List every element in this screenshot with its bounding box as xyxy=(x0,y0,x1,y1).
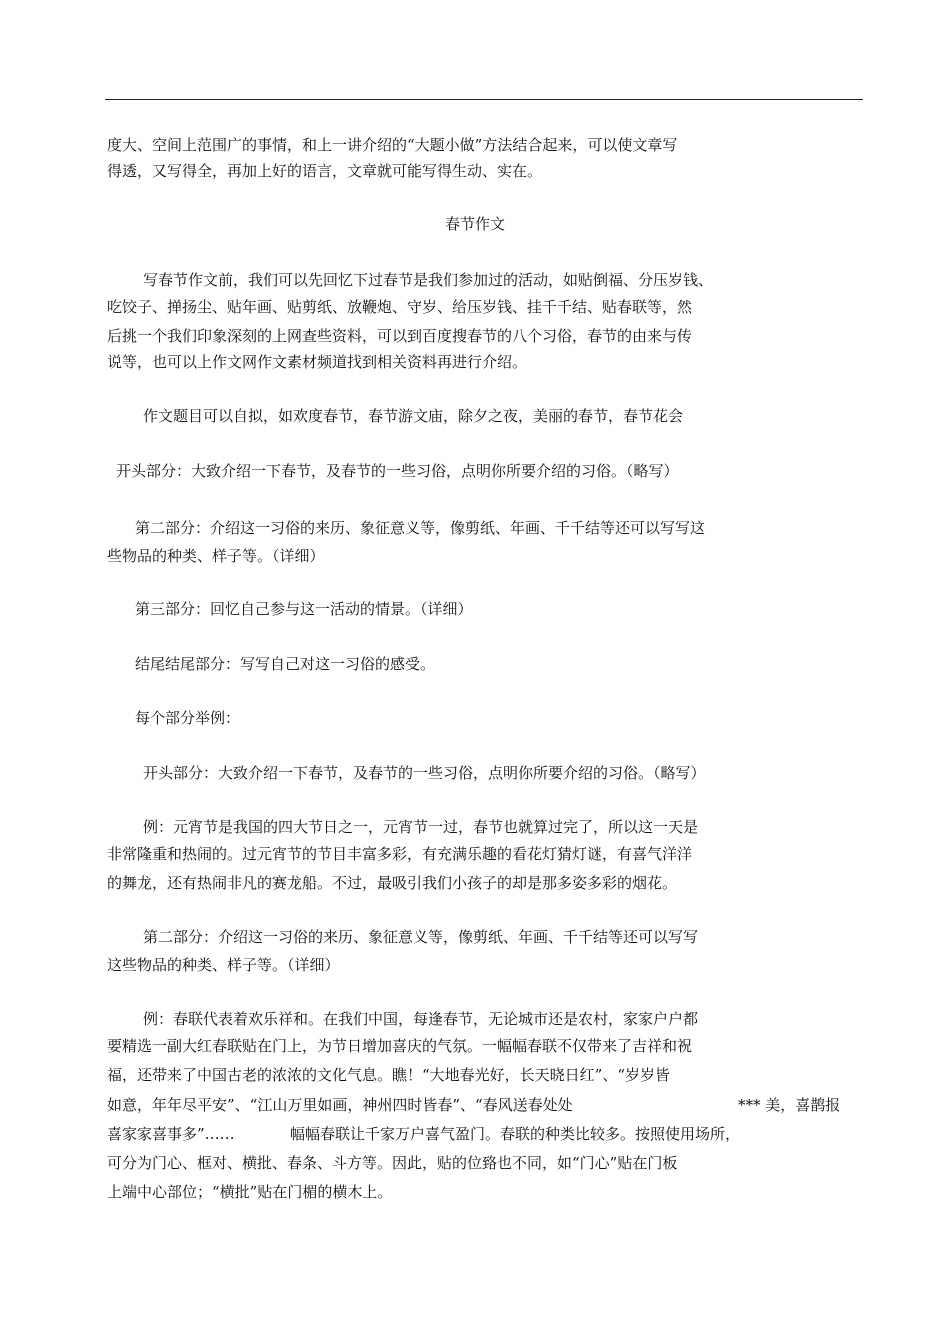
para1-line-4: 说等，也可以上作文网作文素材频道找到相关资料再进行介绍。 xyxy=(107,353,528,371)
para11-line-1: 例：春联代表着欢乐祥和。在我们中国，每逢春节，无论城市还是农村，家家户户都 xyxy=(143,1010,699,1028)
essay-title: 春节作文 xyxy=(444,215,505,233)
para2-line: 作文题目可以自拟，如欢度春节，春节游文庙，除夕之夜，美丽的春节，春节花会 xyxy=(143,407,684,425)
para6-line: 结尾结尾部分：写写自己对这一习俗的感受。 xyxy=(135,655,436,673)
para5-line: 第三部分：回忆自己参与这一活动的情景。（详细） xyxy=(135,600,473,618)
para9-line-3: 的舞龙，还有热闹非凡的赛龙船。不过，最吸引我们小孩子的却是那多姿多彩的烟花。 xyxy=(107,874,678,892)
para11-line-2: 要精选一副大红春联贴在门上，为节日增加喜庆的气氛。一幅幅春联不仅带来了吉祥和祝 xyxy=(107,1037,693,1055)
para1-line-2: 吃饺子、掸扬尘、贴年画、贴剪纸、放鞭炮、守岁、给压岁钱、挂千千结、贴春联等，然 xyxy=(107,298,693,316)
para11-line-5a: 喜家家喜事多”…… xyxy=(107,1125,235,1143)
intro-line-2: 得透，又写得全，再加上好的语言，文章就可能写得生动、实在。 xyxy=(107,162,543,180)
para1-line-3: 后挑一个我们印象深刻的上网查些资料，可以到百度搜春节的八个习俗，春节的由来与传 xyxy=(107,327,693,345)
para1-line-1: 写春节作文前，我们可以先回忆下过春节是我们参加过的活动，如贴倒福、分压岁钱、 xyxy=(143,271,714,289)
para4-line-1: 第二部分：介绍这一习俗的来历、象征意义等，像剪纸、年画、千千结等还可以写写这 xyxy=(135,519,706,537)
para7-line: 每个部分举例： xyxy=(135,709,241,727)
intro-line-1: 度大、空间上范围广的事情，和上一讲介绍的“大题小做”方法结合起来，可以使文章写 xyxy=(107,136,678,154)
para9-line-2: 非常隆重和热闹的。过元宵节的节目丰富多彩，有充满乐趣的看花灯猜灯谜，有喜气洋洋 xyxy=(107,845,693,863)
para10-line-2: 这些物品的种类、样子等。（详细） xyxy=(107,956,340,974)
para9-line-1: 例：元宵节是我国的四大节日之一，元宵节一过，春节也就算过完了，所以这一天是 xyxy=(143,818,699,836)
para10-line-1: 第二部分：介绍这一习俗的来历、象征意义等，像剪纸、年画、千千结等还可以写写 xyxy=(143,928,699,946)
para4-line-2: 些物品的种类、样子等。（详细） xyxy=(107,547,325,565)
para11-line-7: 上端中心部位；“横批”贴在门楣的横木上。 xyxy=(107,1183,393,1201)
para11-line-6: 可分为门心、框对、横批、春条、斗方等。因此，贴的位臵也不同，如“门心”贴在门板 xyxy=(107,1154,678,1172)
para11-line-3: 福，还带来了中国古老的浓浓的文化气息。瞧！“大地春光好，长天晓日红”、“岁岁皆 xyxy=(107,1066,671,1084)
para3-line: 开头部分：大致介绍一下春节，及春节的一些习俗，点明你所要介绍的习俗。（略写） xyxy=(116,462,679,480)
para8-line: 开头部分：大致介绍一下春节，及春节的一些习俗，点明你所要介绍的习俗。（略写） xyxy=(143,764,706,782)
header-rule xyxy=(105,99,863,100)
para11-line-4a: 如意，年年尽平安”、“江山万里如画，神州四时皆春”、“春风送春处处 xyxy=(107,1096,573,1114)
para11-line-5b: 幅幅春联让千家万户喜气盈门。春联的种类比较多。按照使用场所， xyxy=(290,1125,741,1143)
para11-line-4b: *** 美，喜鹊报 xyxy=(738,1096,841,1114)
